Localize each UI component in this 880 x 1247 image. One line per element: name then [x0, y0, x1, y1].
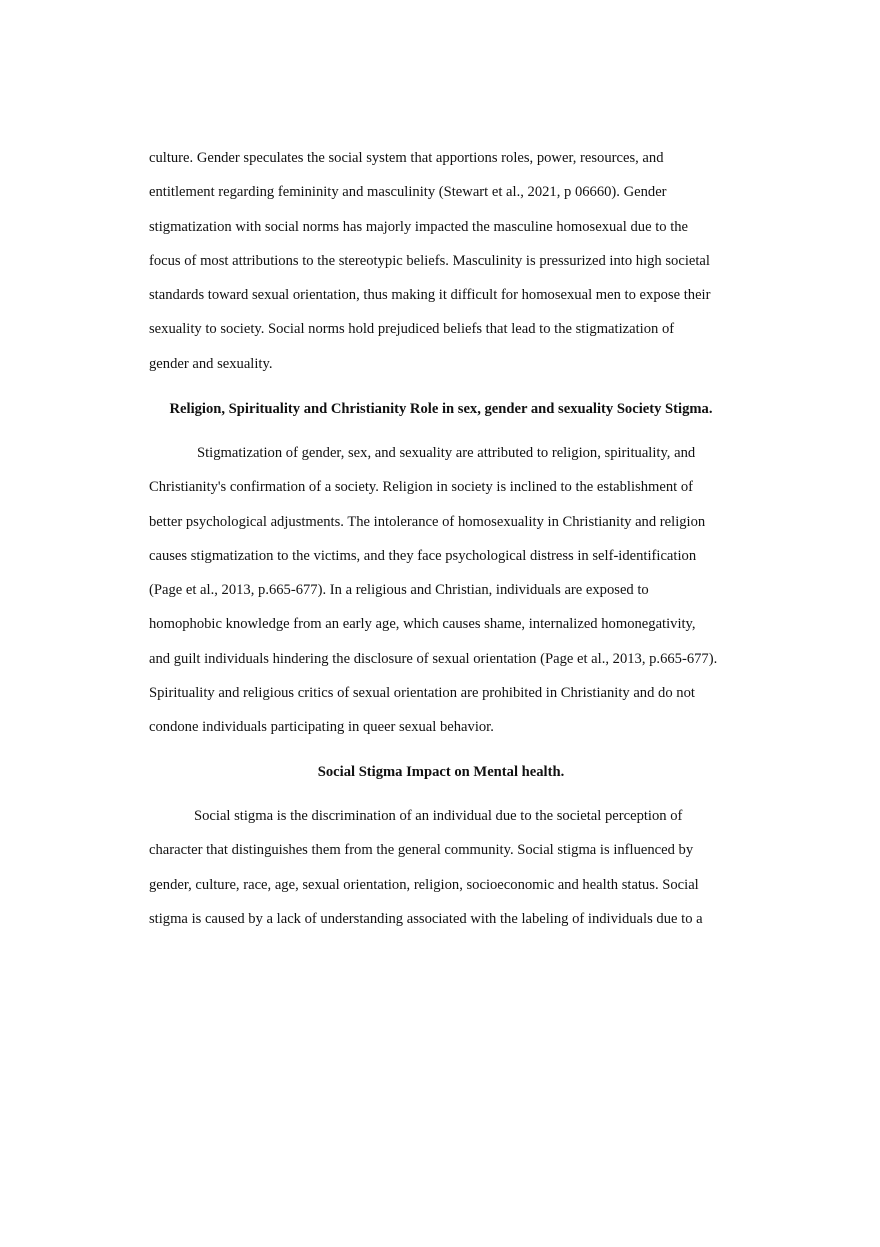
section-heading-social-stigma: Social Stigma Impact on Mental health.: [317, 764, 565, 780]
text-line: better psychological adjustments. The intolerance of homosexuality in Christianity and religion: [149, 513, 706, 530]
section-heading-religion: Religion, Spirituality and Christianity Role in sex, gender and sexuality Society Stigma.: [169, 401, 713, 417]
paragraph-social-stigma: [149, 799, 733, 936]
text-line: (Page et al., 2013, p.665-677). In a religious and Christian, individuals are exposed to: [149, 582, 649, 599]
text-line: stigma is caused by a lack of understanding associated with the labeling of individuals due to a: [149, 910, 703, 927]
text-line: gender and sexuality.: [149, 355, 273, 372]
paragraph-religion-stigma: [149, 436, 733, 745]
text-line: entitlement regarding femininity and masculinity (Stewart et al., 2021, p 06660). Gender: [149, 184, 667, 201]
text-line: condone individuals participating in queer sexual behavior.: [149, 719, 494, 736]
paragraph-culture-gender: [149, 141, 733, 381]
text-line: causes stigmatization to the victims, and they face psychological distress in self-identification: [149, 547, 697, 564]
text-line: character that distinguishes them from the general community. Social stigma is influenced by: [149, 842, 694, 859]
text-line: sexuality to society. Social norms hold prejudiced beliefs that lead to the stigmatization of: [149, 321, 675, 338]
text-line: standards toward sexual orientation, thus making it difficult for homosexual men to expose their: [149, 287, 711, 304]
text-line: Spirituality and religious critics of sexual orientation are prohibited in Christianity and do not: [149, 685, 695, 702]
text-line: focus of most attributions to the stereotypic beliefs. Masculinity is pressurized into high societal: [149, 252, 710, 269]
text-line: gender, culture, race, age, sexual orientation, religion, socioeconomic and health status. Social: [149, 876, 699, 893]
text-line: and guilt individuals hindering the disclosure of sexual orientation (Page et al., 2013, p.665-677).: [149, 650, 718, 667]
text-line: Christianity's confirmation of a society. Religion in society is inclined to the establishment of: [149, 479, 693, 496]
text-line: Stigmatization of gender, sex, and sexuality are attributed to religion, spirituality, and: [197, 445, 696, 461]
text-line: homophobic knowledge from an early age, which causes shame, internalized homonegativity,: [149, 616, 696, 633]
text-line: culture. Gender speculates the social system that apportions roles, power, resources, and: [149, 150, 664, 166]
text-line: stigmatization with social norms has majorly impacted the masculine homosexual due to the: [149, 218, 689, 235]
text-line: Social stigma is the discrimination of an individual due to the societal perception of: [194, 808, 683, 824]
